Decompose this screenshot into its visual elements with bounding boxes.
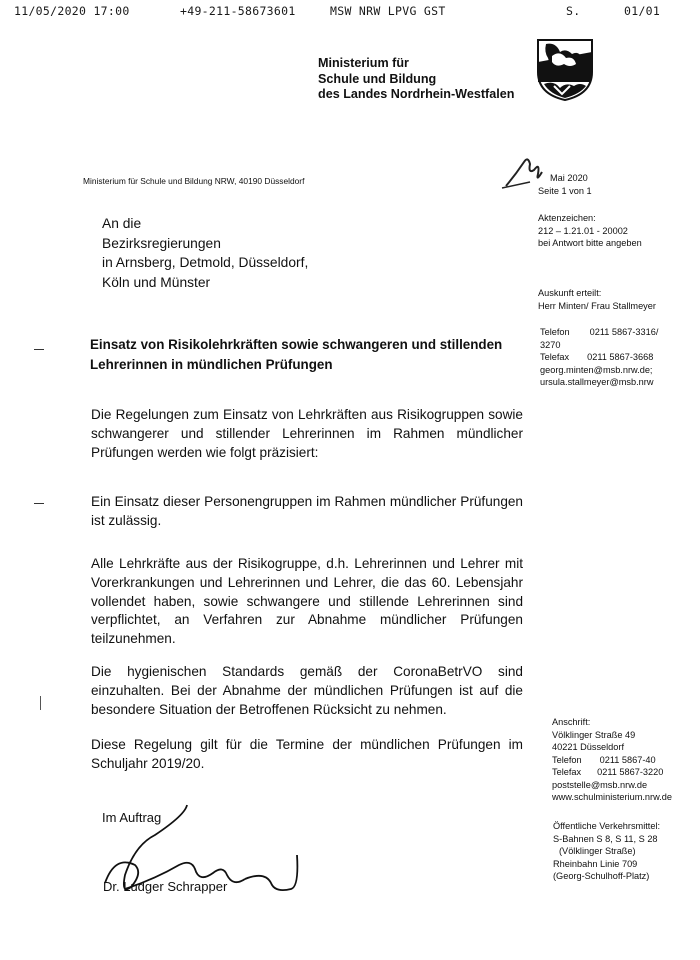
contact-label: Auskunft erteilt: [538,288,602,298]
contact-email: georg.minten@msb.nrw.de; [540,364,653,375]
contact-email: ursula.stallmeyer@msb.nrw [540,377,654,387]
ministry-line: des Landes Nordrhein-Westfalen [318,87,515,101]
signatory-name: Dr. Ludger Schrapper [103,879,228,894]
recipient-line: in Arnsberg, Detmold, Düsseldorf, [102,255,309,270]
address-street: Völklinger Straße 49 [552,729,636,740]
transport-sbahn-stop: (Völklinger Straße) [559,846,636,856]
reference-number: 212 – 1.21.01 - 20002 [538,225,628,236]
contact-phone: 0211 5867-3316/ [589,327,659,337]
closing-label: Im Auftrag [102,810,162,825]
address-phone: 0211 5867-40 [599,754,656,765]
address-block [552,716,672,804]
transport-label: Öffentliche Verkehrsmittel: [553,821,661,831]
sender-address-line: Ministerium für Schule und Bildung NRW, 40190 Düsseldorf [83,176,305,186]
nrw-coat-of-arms-icon [536,38,594,102]
contact-fax: 0211 5867-3668 [587,352,654,362]
address-city: 40221 Düsseldorf [552,742,625,752]
reference-note: bei Antwort bitte angeben [538,238,642,248]
address-label: Anschrift: [552,717,591,727]
fax-page-number: 01/01 [624,4,661,18]
recipient-line: An die [102,216,142,231]
transport-block [553,820,660,883]
body-paragraph: Ein Einsatz dieser Personengruppen im Rahmen mündlicher Prüfungen ist zulässig. [91,494,523,528]
address-fax: 0211 5867-3220 [597,767,664,777]
body-paragraph: Die Regelungen zum Einsatz von Lehrkräften aus Risikogruppen sowie schwangerer und stillender Lehrerinnen im Rahmen mündlicher Prüfungen werden wie folgt präzisiert: [91,407,523,460]
reference-block [538,212,642,250]
body-paragraph: Die hygienischen Standards gemäß der CoronaBetrVO sind einzuhalten. Bei der Abnahme der mündlichen Prüfungen ist auf die besondere Situation der Betroffenen Rücksicht zu nehmen. [91,664,523,717]
fax-page-label: S. [566,4,581,18]
subject-line: Einsatz von Risikolehrkräften sowie schwangeren und stillenden [90,337,503,352]
contact-phone-label: Telefon [540,327,570,337]
transport-tram-stop: (Georg-Schulhoff-Platz) [553,871,650,881]
body-paragraph: Diese Regelung gilt für die Termine der mündlichen Prüfungen im Schuljahr 2019/20. [91,737,523,771]
letter-date: Mai 2020 [550,173,588,183]
reference-label: Aktenzeichen: [538,213,596,223]
page-count: Seite 1 von 1 [538,186,592,196]
hole-punch-mark [40,696,41,710]
recipient-line: Köln und Münster [102,274,211,290]
address-phone-label: Telefon [552,754,582,765]
contact-fax-label: Telefax [540,352,570,362]
address-email: poststelle@msb.nrw.de [552,779,648,790]
transport-sbahn: S-Bahnen S 8, S 11, S 28 [553,833,658,844]
address-fax-label: Telefax [552,767,582,777]
subject-line: Lehrerinnen in mündlichen Prüfungen [90,357,333,372]
contact-names: Herr Minten/ Frau Stallmeyer [538,300,656,311]
fold-mark [34,503,44,504]
ministry-letterhead [318,56,514,103]
ministry-line: Schule und Bildung [318,71,437,86]
fax-timestamp: 11/05/2020 17:00 [14,4,130,18]
address-website: www.schulministerium.nrw.de [552,792,672,802]
transport-tram: Rheinbahn Linie 709 [553,858,638,869]
letter-subject [90,335,502,375]
fax-number: +49-211-58673601 [180,4,296,18]
fax-sender-code: MSW NRW LPVG GST [330,4,446,18]
contact-phone-block [540,326,658,389]
contact-block [538,287,656,312]
fold-mark [34,349,44,350]
ministry-line: Ministerium für [318,56,409,70]
date-block [538,172,592,198]
body-paragraph: Alle Lehrkräfte aus der Risikogruppe, d.h. Lehrerinnen und Lehrer mit Vorerkrankungen und Lehrerinnen und Lehrer, die das 60. Lebensjahr vollendet haben, sowie schwangere und stillende Lehrerinnen sind verpflichtet, an Verfahren zur Abnahme mündlicher Prüfungen teilzunehmen. [91,556,523,647]
recipient-address [102,214,308,292]
recipient-line: Bezirksregierungen [102,235,221,251]
contact-phone-ext: 3270 [540,339,561,350]
